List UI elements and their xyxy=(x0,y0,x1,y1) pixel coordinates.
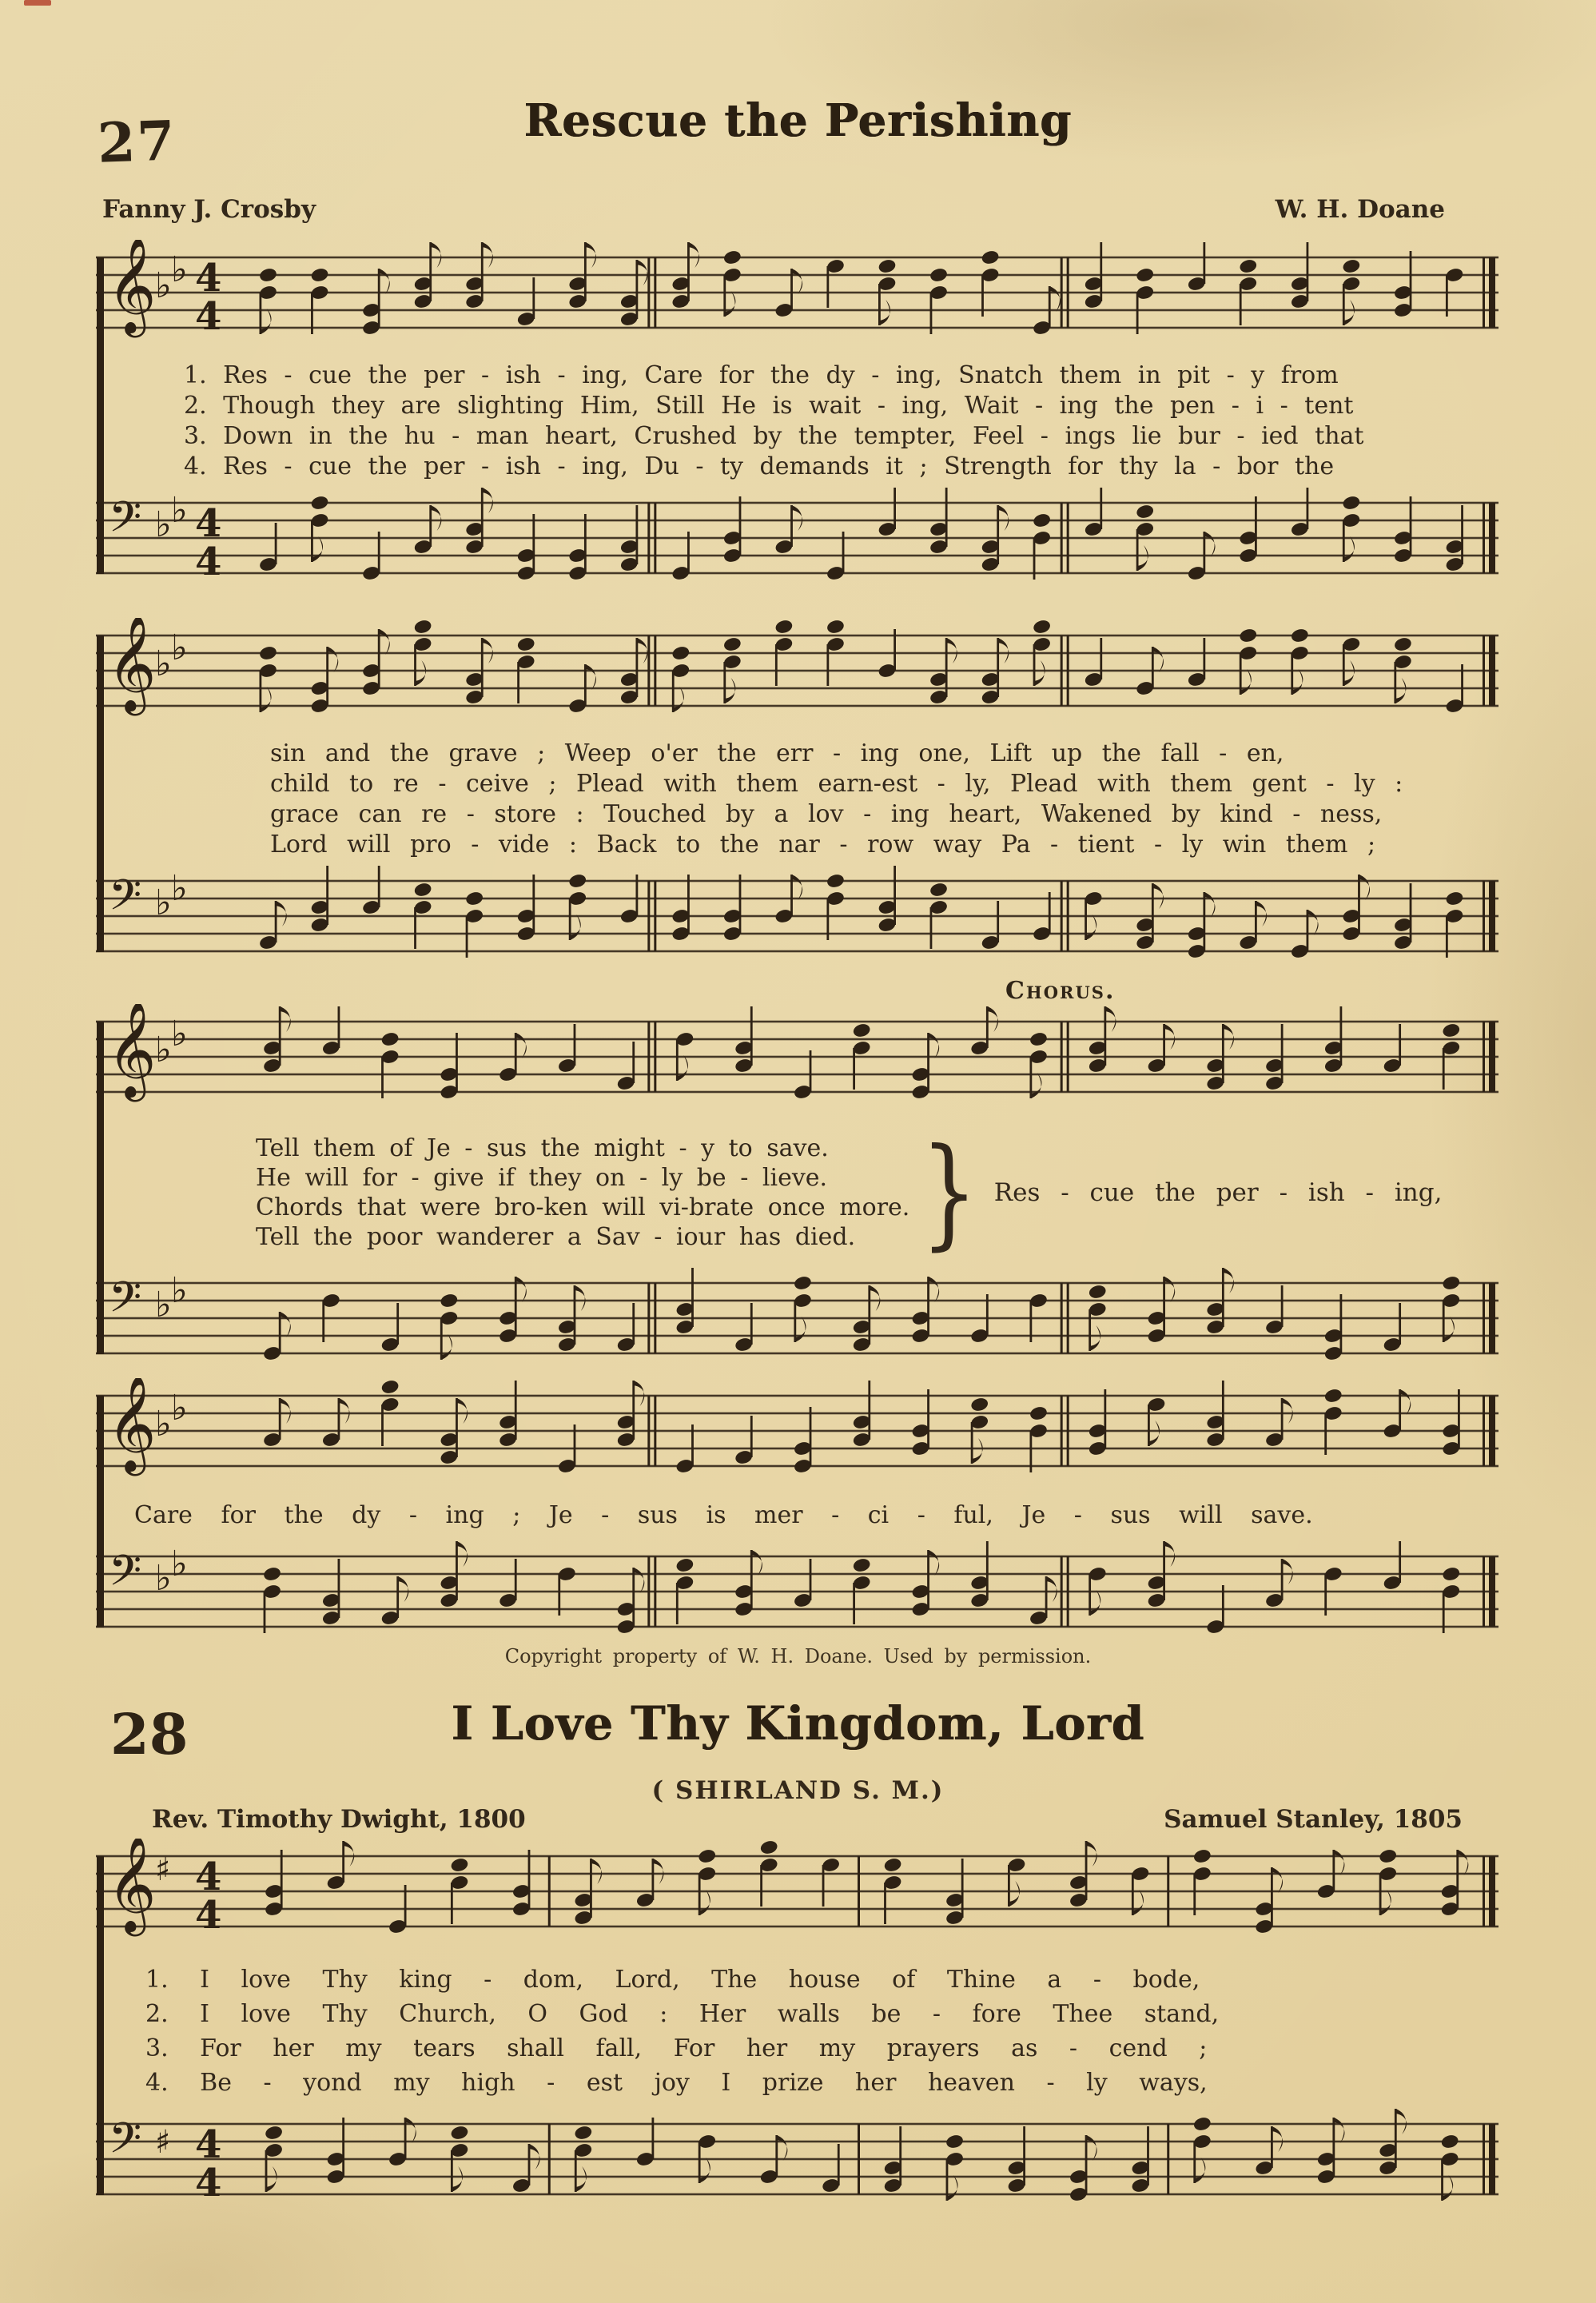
svg-text:♭: ♭ xyxy=(171,1270,188,1311)
svg-text:♯: ♯ xyxy=(155,2124,171,2161)
lyric-line: child to re - ceive ; Plead with them earn-est - ly, Plead with them gent - ly : xyxy=(270,770,1403,798)
svg-text:♭: ♭ xyxy=(155,883,172,923)
svg-text:♭: ♭ xyxy=(155,1558,172,1599)
svg-text:♭: ♭ xyxy=(155,504,172,545)
hymn-title-28: I Love Thy Kingdom, Lord xyxy=(451,1696,1145,1751)
svg-text:♭: ♭ xyxy=(155,643,172,684)
music-system-28 xyxy=(96,1839,1498,2222)
svg-text:𝄢: 𝄢 xyxy=(109,1547,142,1606)
music-system-2 xyxy=(96,618,1498,979)
hymn-number-27: 27 xyxy=(96,109,178,176)
brace-glyph: } xyxy=(921,1123,978,1262)
lyric-line: 4. Res - cue the per - ish - ing, Du - ty demands it ; Strength for thy la - bor the xyxy=(184,452,1335,480)
svg-text:4: 4 xyxy=(195,2122,222,2167)
bass-staff xyxy=(96,2106,1498,2222)
verse-block-first-half xyxy=(96,361,1498,482)
chorus-lyrics xyxy=(96,1123,1498,1262)
chorus-label: Chorus. xyxy=(1005,977,1116,1005)
composer-credit: Samuel Stanley, 1805 xyxy=(1164,1805,1463,1834)
svg-text:𝄢: 𝄢 xyxy=(109,493,142,552)
scan-artifact-red-mark xyxy=(24,0,51,6)
treble-staff xyxy=(96,1378,1498,1494)
svg-text:4: 4 xyxy=(195,501,222,546)
lyric-line: Tell them of Je - sus the might - y to save. xyxy=(256,1134,829,1162)
svg-text:4: 4 xyxy=(195,2161,222,2205)
hymn-title-27: Rescue the Perishing xyxy=(523,94,1073,147)
credits-row-28 xyxy=(152,1805,1463,1834)
lyric-line: Chords that were bro-ken will vi-brate once more. xyxy=(256,1193,910,1221)
chorus-lines xyxy=(96,1134,909,1252)
svg-text:♯: ♯ xyxy=(155,1851,171,1888)
lyric-line: 2. Though they are slighting Him, Still He is wait - ing, Wait - ing the pen - i - tent xyxy=(184,392,1354,420)
svg-text:4: 4 xyxy=(195,256,222,301)
svg-text:𝄢: 𝄢 xyxy=(109,871,142,930)
treble-staff xyxy=(96,618,1498,734)
music-system-1 xyxy=(96,240,1498,601)
treble-staff xyxy=(96,1004,1498,1120)
svg-text:♭: ♭ xyxy=(171,490,188,531)
svg-text:♭: ♭ xyxy=(171,868,188,909)
svg-text:4: 4 xyxy=(195,1893,222,1938)
treble-staff xyxy=(96,240,1498,356)
hymn-number-28: 28 xyxy=(110,1701,189,1767)
svg-text:𝄢: 𝄢 xyxy=(109,1273,142,1333)
svg-text:♭: ♭ xyxy=(171,249,188,290)
music-system-4 xyxy=(96,1378,1498,1655)
chorus-refrain: Res - cue the per - ish - ing, xyxy=(993,1178,1443,1207)
svg-text:𝄢: 𝄢 xyxy=(109,2114,142,2174)
bass-staff xyxy=(96,485,1498,601)
svg-text:4: 4 xyxy=(195,1855,222,1899)
lyric-line: 3. Down in the hu - man heart, Crushed by the tempter, Feel - ings lie bur - ied that xyxy=(184,422,1364,450)
lyric-line: 1. I love Thy king - dom, Lord, The house of Thine a - bode, xyxy=(145,1966,1200,1994)
svg-text:𝄞: 𝄞 xyxy=(107,618,157,711)
svg-text:♭: ♭ xyxy=(171,1014,188,1054)
svg-text:4: 4 xyxy=(195,540,222,584)
copyright-notice: Copyright property of W. H. Doane. Used by permission. xyxy=(504,1645,1092,1667)
svg-text:♭: ♭ xyxy=(155,1030,172,1070)
svg-text:4: 4 xyxy=(195,294,222,339)
lyric-line: grace can re - store : Touched by a lov - ing heart, Wakened by kind - ness, xyxy=(270,800,1383,828)
bass-staff xyxy=(96,1265,1498,1381)
bass-staff xyxy=(96,863,1498,979)
lyric-line: 1. Res - cue the per - ish - ing, Care for the dy - ing, Snatch them in pit - y from xyxy=(184,361,1339,389)
verse-block-28 xyxy=(96,1962,1498,2100)
lyric-line: 4. Be - yond my high - est joy I prize her heaven - ly ways, xyxy=(145,2069,1208,2097)
final-lyric-line: Care for the dy - ing ; Je - sus is mer - ci - ful, Je - sus will save. xyxy=(134,1501,1313,1529)
svg-text:♭: ♭ xyxy=(155,1285,172,1325)
treble-staff xyxy=(96,1839,1498,1954)
composer-credit: W. H. Doane xyxy=(1275,195,1445,224)
svg-text:𝄞: 𝄞 xyxy=(107,1378,157,1472)
lyricist-credit: Rev. Timothy Dwight, 1800 xyxy=(152,1805,526,1834)
svg-text:♭: ♭ xyxy=(171,1544,188,1584)
lyric-line: 2. I love Thy Church, O God : Her walls be - fore Thee stand, xyxy=(145,2000,1220,2028)
lyric-line: Tell the poor wanderer a Sav - iour has died. xyxy=(256,1223,856,1251)
lyric-line: He will for - give if they on - ly be - lieve. xyxy=(256,1164,828,1192)
svg-text:♭: ♭ xyxy=(155,1404,172,1444)
verse-block-second-half xyxy=(96,739,1498,860)
lyric-line: 3. For her my tears shall fall, For her my prayers as - cend ; xyxy=(145,2034,1208,2062)
svg-text:♭: ♭ xyxy=(155,265,172,306)
lyric-line: sin and the grave ; Weep o'er the err - ing one, Lift up the fall - en, xyxy=(270,739,1284,767)
bass-staff xyxy=(96,1539,1498,1655)
credits-row-27 xyxy=(102,195,1445,224)
svg-text:𝄞: 𝄞 xyxy=(107,1004,157,1098)
svg-text:♭: ♭ xyxy=(171,628,188,668)
svg-text:♭: ♭ xyxy=(171,1388,188,1428)
tune-name: ( SHIRLAND S. M.) xyxy=(651,1776,945,1805)
lyricist-credit: Fanny J. Crosby xyxy=(102,195,316,224)
svg-text:𝄞: 𝄞 xyxy=(107,240,157,333)
music-system-3-chorus xyxy=(96,1004,1498,1381)
lyric-line: Lord will pro - vide : Back to the nar - row way Pa - tient - ly win them ; xyxy=(270,831,1376,859)
svg-text:𝄞: 𝄞 xyxy=(107,1839,157,1932)
